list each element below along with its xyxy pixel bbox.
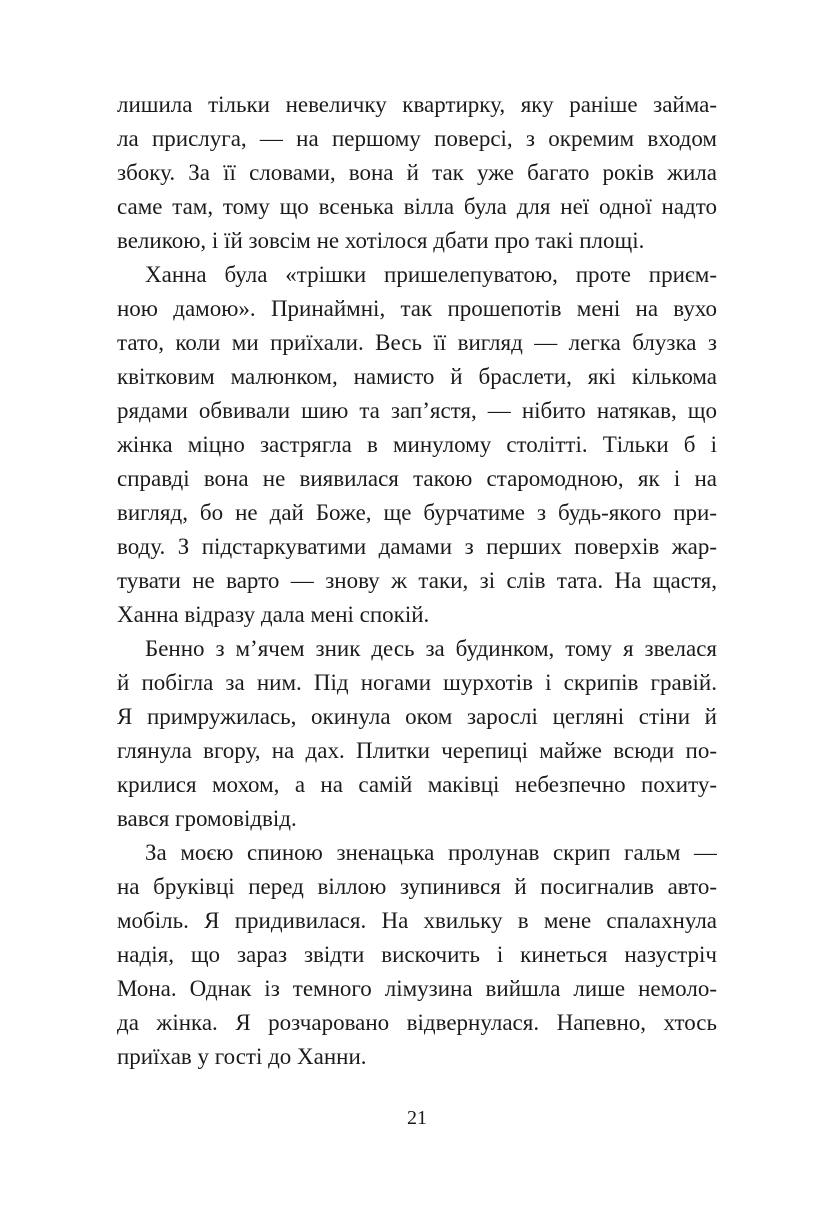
text-line: да жінка. Я розчаровано відвернулася. Напевно, хтось <box>117 1010 717 1035</box>
text-line: тато, коли ми приїхали. Весь її вигляд — легка блузка з <box>117 330 717 355</box>
text-line: глянула вгору, на дах. Плитки черепиці майже всюди по- <box>117 738 717 763</box>
text-line: Ханна відразу дала мені спокій. <box>117 602 430 627</box>
text-line: вигляд, бо не дай Боже, ще бурчатиме з будь-якого при- <box>117 500 717 525</box>
text-line: ною дамою». Принаймні, так прошепотів мені на вухо <box>117 296 717 321</box>
text-line: справді вона не виявилася такою старомодною, як і на <box>117 466 717 491</box>
text-line: саме там, тому що всенька вілла була для неї одної надто <box>117 194 717 219</box>
page-text <box>117 88 717 1074</box>
text-line: воду. З підстаркуватими дамами з перших поверхів жар- <box>117 534 717 559</box>
text-line: квітковим малюнком, намисто й браслети, які кількома <box>117 364 717 389</box>
paragraph <box>117 836 717 1074</box>
text-line: Ханна була «трішки пришелепуватою, проте приєм- <box>145 262 717 287</box>
text-line: крилися мохом, а на самій маківці небезпечно похиту- <box>117 772 717 797</box>
text-line: лишила тільки невеличку квартирку, яку раніше займа- <box>117 92 717 117</box>
text-line: на бруківці перед віллою зупинився й посигналив авто- <box>117 874 717 899</box>
text-line: великою, і їй зовсім не хотілося дбати про такі площі. <box>117 228 645 253</box>
text-line: збоку. За її словами, вона й так уже багато років жила <box>117 160 717 185</box>
paragraph <box>117 632 717 836</box>
page-number: 21 <box>407 1107 427 1129</box>
text-line: ла прислуга, — на першому поверсі, з окремим входом <box>117 126 717 151</box>
text-line: й побігла за ним. Під ногами шурхотів і скрипів гравій. <box>117 670 717 695</box>
text-line: мобіль. Я придивилася. На хвильку в мене спалахнула <box>117 908 717 933</box>
text-line: рядами обвивали шию та зап’ястя, — нібито натякав, що <box>117 398 717 423</box>
paragraph <box>117 88 717 258</box>
text-line: жінка міцно застрягла в минулому столітті. Тільки б і <box>117 432 717 457</box>
text-line: надія, що зараз звідти вискочить і кинеться назустріч <box>117 942 717 967</box>
text-line: За моєю спиною зненацька пролунав скрип гальм — <box>145 840 717 865</box>
text-line: приїхав у гості до Ханни. <box>117 1044 367 1069</box>
text-line: тувати не варто — знову ж таки, зі слів тата. На щастя, <box>117 568 717 593</box>
text-line: вався громовідвід. <box>117 806 297 831</box>
text-line: Я примружилась, окинула оком зарослі цегляні стіни й <box>117 704 717 729</box>
text-line: Мона. Однак із темного лімузина вийшла лише немоло- <box>117 976 717 1001</box>
paragraph <box>117 258 717 632</box>
text-line: Бенно з м’ячем зник десь за будинком, тому я звелася <box>145 636 717 661</box>
